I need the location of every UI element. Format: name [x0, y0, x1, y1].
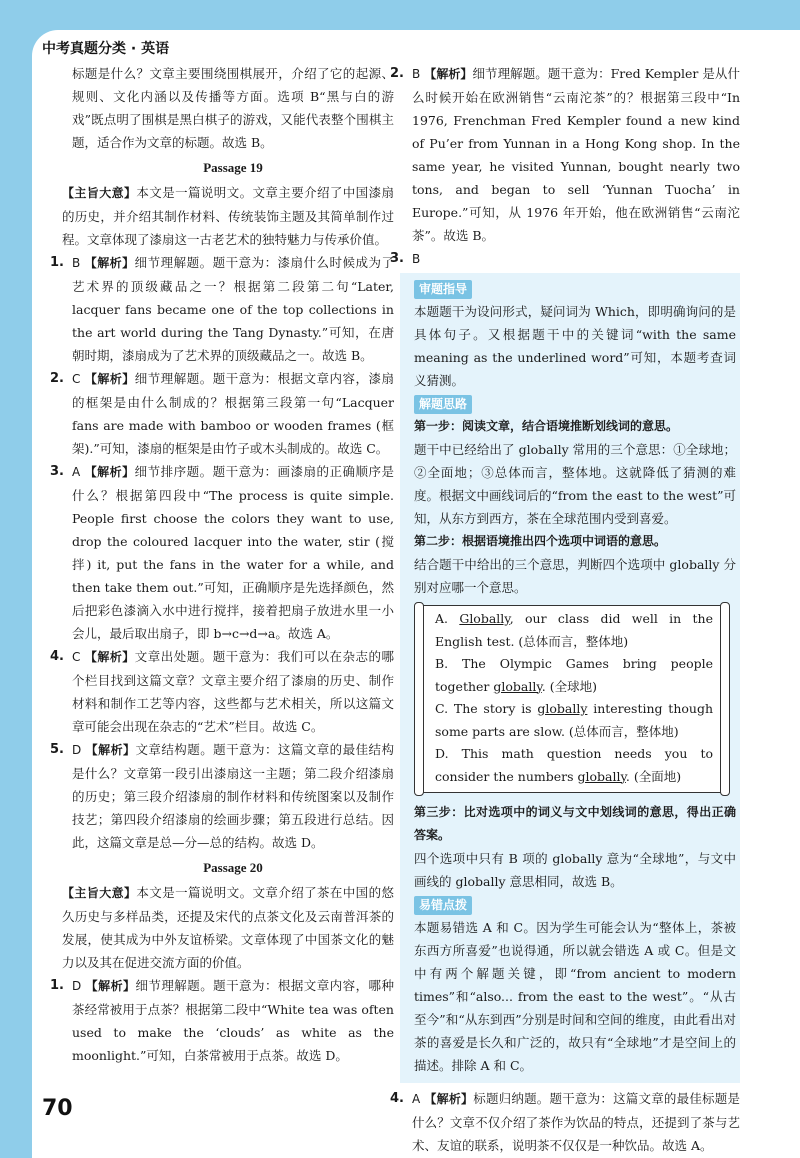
- p19-question-2: 2. C 【解析】细节理解题。题干意为：根据文章内容，漆扇的框架是由什么制成的？根据第三段第一句“Lacquer fans are made with bamboo or wooden frames (框架).”可知，漆扇的框架是由竹子或木头制成的。故选 C。: [50, 371, 394, 456]
- error-badge: 易错点拨: [414, 896, 472, 915]
- p19-question-5: 5. D 【解析】文章结构题。题干意为：这篇文章的最佳结构是什么？文章第一段引出漆扇这一主题；第二段介绍漆扇的历史；第三段介绍漆扇的制作材料和传统图案以及制作技艺；第四段介绍漆扇的绘画步骤；第五段进行总结。因此，这篇文章是总—分—总的结构。故选 D。: [50, 742, 394, 850]
- p20-question-1: 1. D 【解析】细节理解题。题干意为：根据文章内容，哪种茶经常被用于点茶？根据第二段中“White tea was often used to make the ‘clouds’ as white as the moonlight.”可知，白茶常被用于点茶。故选 D。: [50, 978, 394, 1063]
- option-d: D. This math question needs you to consider the numbers globally. (全面地): [435, 746, 713, 784]
- p19-question-1: 1. B 【解析】细节理解题。题干意为：漆扇什么时候成为了艺术界的顶级藏品之一？根据第二段第二句“Later, lacquer fans became one of the top collections in the art world during the Tang Dynasty.”可知，在唐朝时期，漆扇成为了艺术界的顶级藏品之一。故选 B。: [50, 255, 394, 363]
- page-header: 中考真题分类 · 英语: [42, 41, 170, 57]
- right-column: [390, 62, 740, 1157]
- step2-text: 结合题干中给出的三个意思，判断四个选项中 globally 分别对应哪一个意思。: [414, 557, 736, 595]
- passage-19-summary: 【主旨大意】本文是一篇说明文。文章主要介绍了中国漆扇的历史，并介绍其制作材料、传统装饰主题及其简单制作过程。文章体现了漆扇这一古老艺术的独特魅力与传承价值。: [62, 185, 394, 247]
- step3-title: 第三步：比对选项中的词义与文中划线词的意思，得出正确答案。: [414, 805, 736, 842]
- options-scroll: [420, 605, 724, 793]
- q3-analysis-box: [400, 273, 740, 1083]
- p20-question-4: 4. A 【解析】标题归纳题。题干意为：这篇文章的最佳标题是什么？文章不仅介绍了茶作为饮品的特点，还提到了茶与艺术、友谊的联系，说明茶不仅仅是一种饮品。故选 A。: [390, 1091, 740, 1153]
- passage-20-title: Passage 20: [203, 860, 263, 875]
- step3-text: 四个选项中只有 B 项的 globally 意为“全球地”，与文中画线的 globally 意思相同，故选 B。: [414, 851, 736, 889]
- option-c: C. The story is globally interesting though some parts are slow. (总体而言，整体地): [435, 701, 713, 739]
- step1-title: 第一步：阅读文章，结合语境推断划线词的意思。: [414, 419, 679, 433]
- p20-question-3: 3. B: [390, 251, 421, 266]
- left-column: [50, 62, 394, 1067]
- thinking-badge: 解题思路: [414, 395, 472, 414]
- passage-19-title: Passage 19: [203, 160, 263, 175]
- error-text: 本题易错选 A 和 C。因为学生可能会认为“整体上，茶被东西方所喜爱”也说得通，所以就会错选 A 或 C。但是文中有两个解题关键，即“from ancient to modern times”和“also... from the east to the west”。“从古至今”和“从东到西”分别是时间和空间的维度，由此看出对茶的喜爱是长久和广泛的，故只有“全球地”才是空间上的描述。排除 A 和 C。: [414, 920, 736, 1073]
- step1-text: 题干中已经给出了 globally 常用的三个意思：①全球地；②全面地；③总体而言，整体地。这就降低了猜测的难度。根据文中画线词后的“from the east to the west”可知，从东方到西方，茶在全球范围内受到喜爱。: [414, 442, 736, 526]
- p19-question-4: 4. C 【解析】文章出处题。题干意为：我们可以在杂志的哪个栏目找到这篇文章？文章主要介绍了漆扇的历史、制作材料和制作工艺等内容，这些都与艺术相关，所以这篇文章可能会出现在杂志的“艺术”栏目。故选 C。: [50, 649, 394, 734]
- p20-question-2: 2. B 【解析】细节理解题。题干意为：Fred Kempler 是从什么时候开始在欧洲销售“云南沱茶”的？根据第三段中“In 1976, Frenchman Fred Kempler found a new kind of Pu’er from Yunnan in a Hong Kong shop. In the same year, he visited Yunnan, bought nearly two tons, and began to sell ‘Yunnan Tuocha’ in Europe.”可知，从 1976 年开始，他在欧洲销售“云南沱茶”。故选 B。: [390, 66, 740, 243]
- guide-text: 本题题干为设问形式，疑问词为 Which，即明确询问的是具体句子。又根据题干中的关键词“with the same meaning as the underlined word”可知，本题考查词义猜测。: [414, 304, 736, 388]
- option-a: A. Globally, our class did well in the English test. (总体而言，整体地): [435, 611, 713, 649]
- option-b: B. The Olympic Games bring people together globally. (全球地): [435, 656, 713, 694]
- p19-question-3: 3. A 【解析】细节排序题。题干意为：画漆扇的正确顺序是什么？根据第四段中“The process is quite simple. People first choose the colors they want to use, drop the coloured lacquer into the water, stir (搅拌) it, put the fans in the water for a while, and then take them out.”可知，正确顺序是先选择颜色，然后把彩色漆滴入水中进行搅拌，接着把扇子放进水里一小会儿，最后取出扇子，即 b→c→d→a。故选 A。: [50, 464, 394, 641]
- passage18-continuation: 标题是什么？文章主要围绕围棋展开，介绍了它的起源、规则、文化内涵以及传播等方面。选项 B“黑与白的游戏”既点明了围棋是黑白棋子的游戏，又能代表整个围棋主题，适合作为文章的标题。故选 B。: [72, 66, 394, 150]
- guide-badge: 审题指导: [414, 280, 472, 299]
- step2-title: 第二步：根据语境推出四个选项中词语的意思。: [414, 534, 667, 548]
- page-number: 70: [42, 1096, 73, 1121]
- passage-20-summary: 【主旨大意】本文是一篇说明文。文章介绍了茶在中国的悠久历史与多样品类，还提及宋代的点茶文化及云南普洱茶的发展，使其成为中外友谊桥梁。文章体现了中国茶文化的魅力以及其在促进交流方面的价值。: [62, 885, 394, 970]
